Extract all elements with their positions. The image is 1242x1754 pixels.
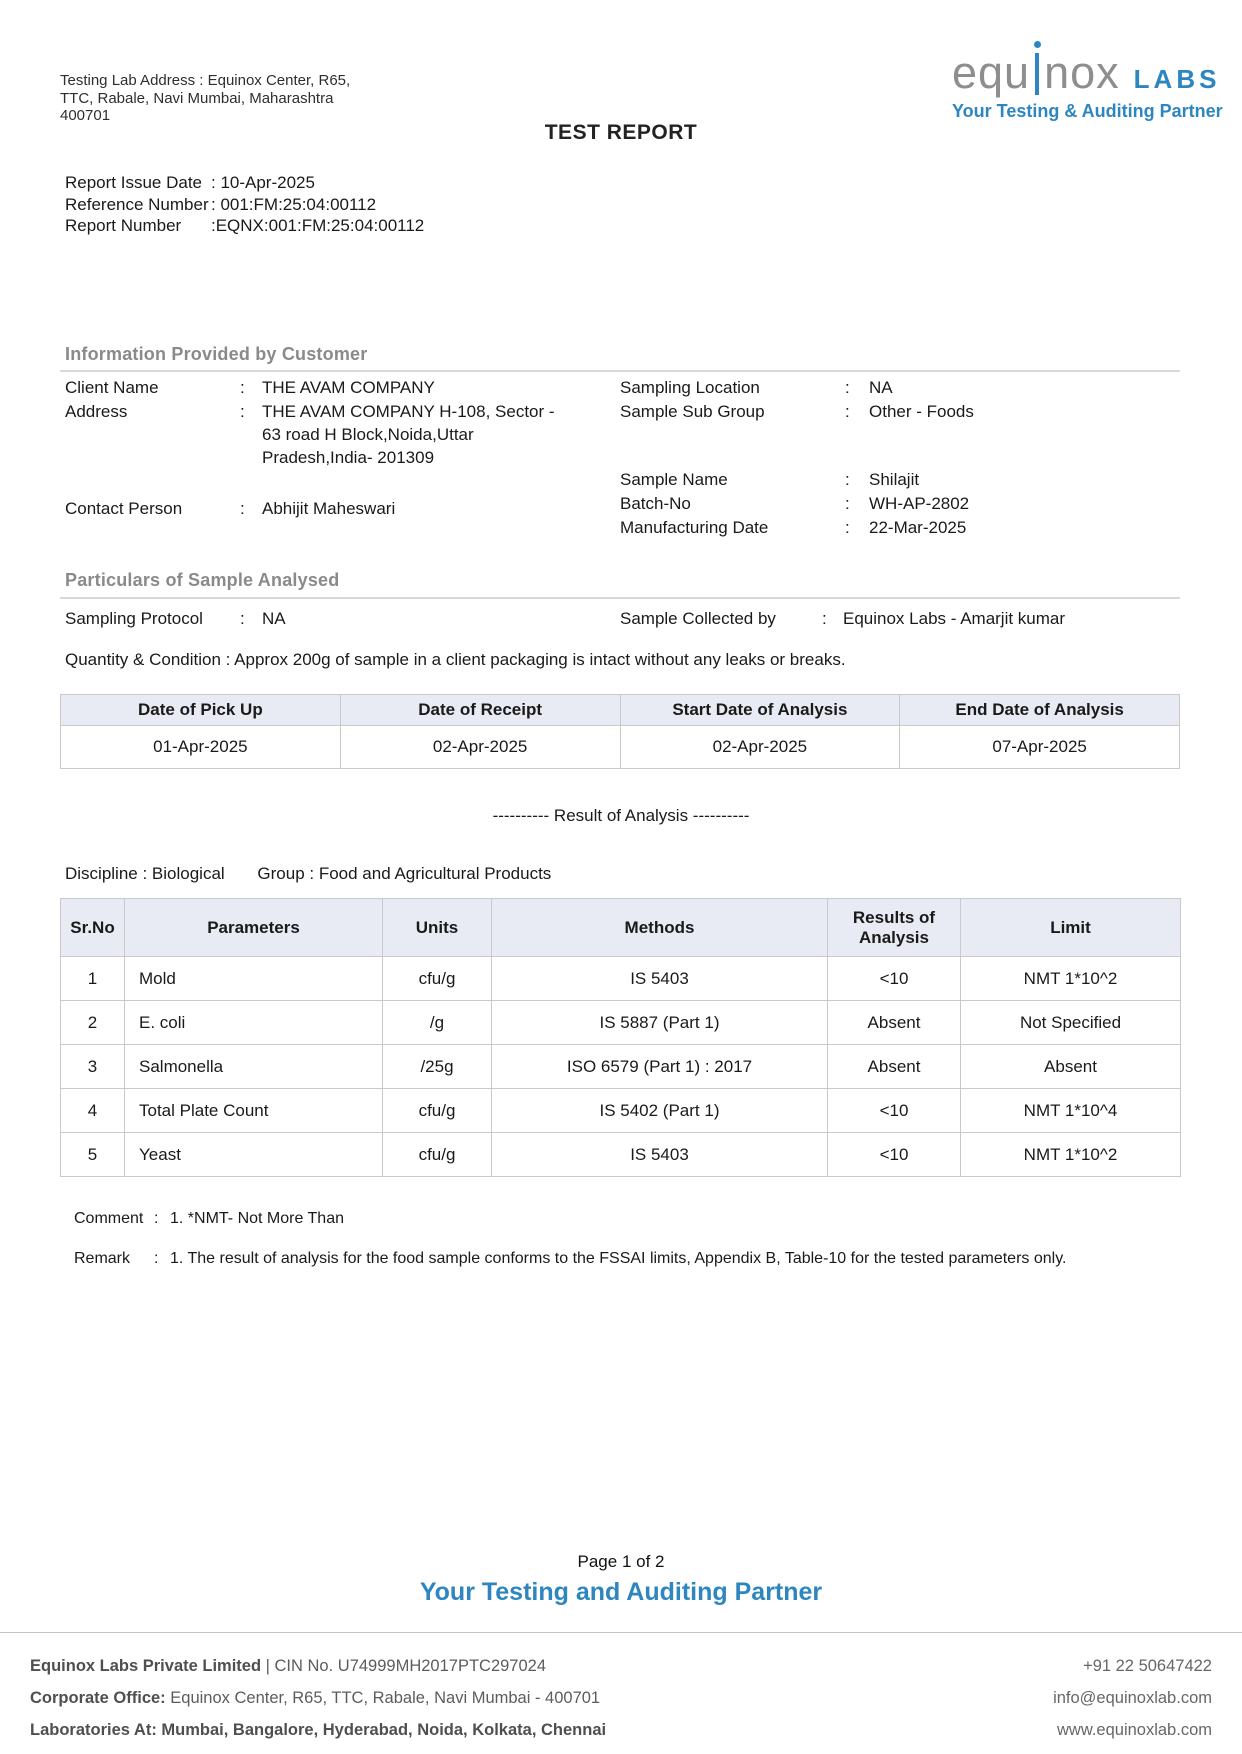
- field-value: Equinox Labs - Amarjit kumar: [843, 609, 1066, 628]
- footer-laboratories-line: [30, 1714, 606, 1746]
- field-value: Approx 200g of sample in a client packaging is intact without any leaks or breaks.: [234, 650, 846, 669]
- laboratories-cities: Mumbai, Bangalore, Hyderabad, Noida, Kolkata, Chennai: [156, 1721, 607, 1739]
- meta-label: Reference Number: [65, 194, 209, 214]
- logo-word-left: equ: [952, 47, 1031, 98]
- comment-label: Comment: [74, 1210, 144, 1227]
- limit-cell: Absent: [961, 1045, 1181, 1089]
- field-value: 22-Mar-2025: [869, 518, 967, 537]
- field-value: Abhijit Maheswari: [262, 499, 396, 518]
- logo-labs-text: LABS: [1133, 64, 1221, 94]
- table-row: [61, 1089, 1181, 1133]
- field-separator: :: [240, 609, 245, 628]
- equinox-labs-logo: [952, 47, 1237, 122]
- units-cell: /g: [383, 1001, 492, 1045]
- discipline-group-row: [65, 864, 551, 884]
- srno-cell: 1: [61, 957, 125, 1001]
- bottom-tagline: Your Testing and Auditing Partner: [419, 1578, 823, 1606]
- field-label: Client Name: [65, 378, 159, 397]
- parameter-cell: Total Plate Count: [125, 1089, 383, 1133]
- field-separator: :: [845, 494, 850, 513]
- field-value: THE AVAM COMPANY: [262, 378, 435, 397]
- limit-cell: NMT 1*10^2: [961, 957, 1181, 1001]
- results-table: [60, 898, 1181, 1177]
- dates-table-value-row: [61, 726, 1180, 769]
- field-value: WH-AP-2802: [869, 494, 970, 513]
- lab-address-line: TTC, Rabale, Navi Mumbai, Maharashtra: [60, 89, 334, 107]
- comment-text: 1. *NMT- Not More Than: [170, 1210, 344, 1227]
- units-cell: cfu/g: [383, 1133, 492, 1177]
- results-table-header-row: [61, 899, 1181, 957]
- footer-website: www.equinoxlab.com: [1057, 1721, 1212, 1739]
- field-value: NA: [869, 378, 893, 397]
- field-separator: :: [845, 518, 850, 537]
- dates-header-cell: End Date of Analysis: [900, 695, 1180, 726]
- field-label: Quantity & Condition: [65, 650, 221, 669]
- company-name: Equinox Labs Private Limited: [30, 1657, 262, 1675]
- field-label: Manufacturing Date: [620, 518, 769, 537]
- method-cell: IS 5403: [492, 957, 828, 1001]
- logo-tagline: Your Testing & Auditing Partner: [952, 101, 1223, 121]
- parameter-cell: Salmonella: [125, 1045, 383, 1089]
- field-label: Sample Sub Group: [620, 402, 765, 421]
- logo-i-glyph: [1035, 53, 1039, 95]
- remark-row: [74, 1250, 1066, 1268]
- result-cell: Absent: [828, 1045, 961, 1089]
- section-divider: [60, 370, 1180, 372]
- limit-cell: NMT 1*10^2: [961, 1133, 1181, 1177]
- report-number-row: [65, 215, 424, 237]
- meta-label: Report Number: [65, 216, 182, 235]
- footer-company-line: [30, 1650, 606, 1682]
- srno-cell: 3: [61, 1045, 125, 1089]
- table-row: [61, 1045, 1181, 1089]
- results-header-cell: Results of Analysis: [828, 899, 961, 957]
- remark-label: Remark: [74, 1250, 131, 1267]
- page-title: TEST REPORT: [544, 121, 698, 144]
- company-cin: | CIN No. U74999MH2017PTC297024: [261, 1657, 547, 1675]
- meta-value: : 10-Apr-2025: [211, 173, 315, 192]
- field-label: Sample Name: [620, 470, 728, 489]
- sample-name-row: [620, 468, 919, 491]
- quantity-condition-row: [65, 650, 846, 670]
- dates-value-cell: 02-Apr-2025: [340, 726, 620, 769]
- remark-text: 1. The result of analysis for the food sample conforms to the FSSAI limits, Appendix B, Table-10 for the tested parameters only.: [170, 1250, 1067, 1267]
- field-label: Contact Person: [65, 499, 183, 518]
- results-header-cell: Methods: [492, 899, 828, 957]
- field-label: Sampling Protocol: [65, 609, 203, 628]
- meta-value: : 001:FM:25:04:00112: [211, 194, 377, 214]
- method-cell: IS 5402 (Part 1): [492, 1089, 828, 1133]
- units-cell: /25g: [383, 1045, 492, 1089]
- parameter-cell: Yeast: [125, 1133, 383, 1177]
- result-cell: <10: [828, 957, 961, 1001]
- footer-phone: +91 22 50647422: [1083, 1657, 1212, 1675]
- results-header-cell: Limit: [961, 899, 1181, 957]
- table-row: [61, 1133, 1181, 1177]
- srno-cell: 5: [61, 1133, 125, 1177]
- results-header-cell: Sr.No: [61, 899, 125, 957]
- field-label: Batch-No: [620, 494, 691, 513]
- discipline-label: Discipline : Biological: [65, 864, 225, 883]
- footer-corporate-line: [30, 1682, 606, 1714]
- dates-table-header-row: [61, 695, 1180, 726]
- field-separator: :: [154, 1250, 159, 1267]
- field-separator: :: [845, 402, 850, 421]
- field-label: Sample Collected by: [620, 609, 776, 628]
- field-separator: :: [845, 378, 850, 397]
- field-separator: :: [240, 378, 245, 397]
- corporate-office-address: Equinox Center, R65, TTC, Rabale, Navi Mumbai - 400701: [165, 1689, 601, 1707]
- table-row: [61, 1001, 1181, 1045]
- sample-sub-group-row: [620, 400, 974, 423]
- lab-address: [60, 72, 380, 125]
- dates-header-cell: Start Date of Analysis: [620, 695, 900, 726]
- lab-address-line: 400701: [60, 107, 111, 124]
- sample-collected-by-row: [620, 607, 1065, 630]
- batch-no-row: [620, 492, 969, 515]
- dates-header-cell: Date of Receipt: [340, 695, 620, 726]
- result-of-analysis-banner: ---------- Result of Analysis ----------: [492, 806, 750, 825]
- sampling-location-row: [620, 376, 893, 399]
- srno-cell: 2: [61, 1001, 125, 1045]
- logo-wordmark: [952, 47, 1237, 98]
- dates-header-cell: Date of Pick Up: [61, 695, 341, 726]
- section-divider: [60, 597, 1180, 599]
- section-heading-particulars: Particulars of Sample Analysed: [65, 570, 340, 590]
- result-cell: <10: [828, 1133, 961, 1177]
- footer-company-info: [30, 1650, 606, 1746]
- field-separator: :: [822, 609, 827, 628]
- method-cell: ISO 6579 (Part 1) : 2017: [492, 1045, 828, 1089]
- units-cell: cfu/g: [383, 1089, 492, 1133]
- client-name-row: [65, 376, 435, 399]
- report-issue-date-row: [65, 172, 424, 194]
- footer-email: info@equinoxlab.com: [1053, 1689, 1212, 1707]
- results-header-cell: Parameters: [125, 899, 383, 957]
- parameter-cell: Mold: [125, 957, 383, 1001]
- field-separator: :: [240, 402, 245, 421]
- manufacturing-date-row: [620, 516, 966, 539]
- field-label: Address: [65, 402, 128, 421]
- laboratories-label: Laboratories At:: [30, 1721, 157, 1739]
- dates-value-cell: 07-Apr-2025: [900, 726, 1180, 769]
- logo-word: [952, 47, 1120, 98]
- comment-row: [74, 1210, 344, 1228]
- field-separator: :: [240, 499, 245, 518]
- reference-number-row: [65, 194, 424, 216]
- page-indicator: Page 1 of 2: [577, 1552, 665, 1571]
- field-separator: :: [220, 650, 235, 669]
- dates-value-cell: 02-Apr-2025: [620, 726, 900, 769]
- report-meta: [65, 172, 424, 237]
- logo-word-right: nox: [1044, 47, 1120, 98]
- lab-address-line: Testing Lab Address : Equinox Center, R65,: [60, 72, 351, 89]
- corporate-office-label: Corporate Office:: [30, 1689, 166, 1707]
- limit-cell: NMT 1*10^4: [961, 1089, 1181, 1133]
- field-separator: :: [154, 1210, 159, 1227]
- field-separator: :: [845, 470, 850, 489]
- units-cell: cfu/g: [383, 957, 492, 1001]
- method-cell: IS 5887 (Part 1): [492, 1001, 828, 1045]
- group-label: Group : Food and Agricultural Products: [257, 864, 552, 883]
- footer-contact-info: [1053, 1650, 1212, 1746]
- results-header-cell: Units: [383, 899, 492, 957]
- footer-divider: [0, 1632, 1242, 1633]
- section-heading-customer-info: Information Provided by Customer: [65, 344, 368, 364]
- sampling-protocol-row: [65, 607, 286, 630]
- dates-table: [60, 694, 1180, 769]
- contact-person-row: [65, 497, 395, 520]
- dates-value-cell: 01-Apr-2025: [61, 726, 341, 769]
- result-cell: <10: [828, 1089, 961, 1133]
- limit-cell: Not Specified: [961, 1001, 1181, 1045]
- field-value: Shilajit: [869, 470, 920, 489]
- parameter-cell: E. coli: [125, 1001, 383, 1045]
- field-value: Other - Foods: [869, 402, 974, 421]
- field-value: NA: [262, 609, 286, 628]
- table-row: [61, 957, 1181, 1001]
- field-label: Sampling Location: [620, 378, 760, 397]
- result-cell: Absent: [828, 1001, 961, 1045]
- method-cell: IS 5403: [492, 1133, 828, 1177]
- meta-value: :EQNX:001:FM:25:04:00112: [211, 216, 425, 235]
- field-value: THE AVAM COMPANY H-108, Sector - 63 road H Block,Noida,Uttar Pradesh,India- 201309: [262, 402, 555, 467]
- address-row: [65, 400, 558, 469]
- srno-cell: 4: [61, 1089, 125, 1133]
- meta-label: Report Issue Date: [65, 173, 203, 192]
